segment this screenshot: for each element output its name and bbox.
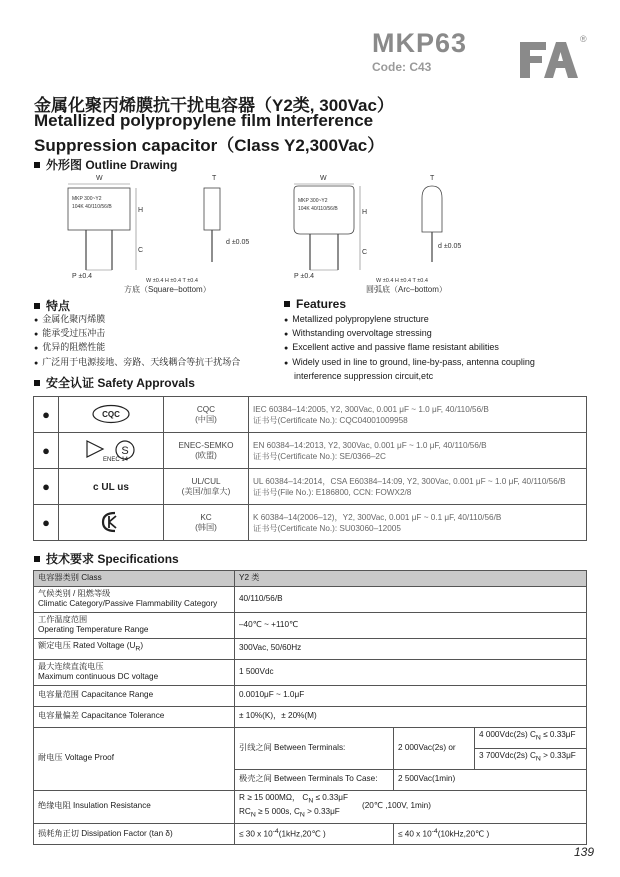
dim-w-arc: W (320, 175, 327, 182)
table-row: 气候类别 / 阻燃等级 Climatic Category/Passive Flammability Category 40/110/56/B (34, 586, 587, 612)
page-number: 139 (574, 845, 595, 859)
features-cn-heading: 特点 (34, 297, 70, 314)
registered-mark: ® (580, 34, 587, 44)
table-row (34, 469, 587, 505)
model-name: MKP63 (372, 28, 468, 58)
list-item: ● Metallized polypropylene structure (284, 313, 589, 327)
outline-drawing (58, 170, 462, 298)
row-bullet: ● (34, 433, 59, 469)
cqc-logo-text: CQC (102, 409, 120, 419)
row-bullet: ● (34, 397, 59, 433)
approval-name: CQC (中国) (164, 397, 249, 433)
body-print-arc-2: 104K 40/110/56/B (298, 206, 338, 212)
list-item: ● 广泛用于电源接地、旁路、天线耦合等抗干扰场合 (34, 356, 274, 370)
dim-t-arc: T (430, 175, 435, 182)
kc-logo (59, 505, 164, 541)
ul-logo-text: c UL us (93, 481, 129, 493)
body-print-arc-1: MKP 300~Y2 (298, 198, 328, 204)
table-row (34, 433, 587, 469)
table-row: 电容器类别 Class Y2 类 (34, 571, 587, 587)
title-english-line1: Metallized polypropylene film Interference (34, 111, 374, 130)
dim-p-arc: P ±0.4 (294, 273, 315, 280)
approvals-table (33, 396, 587, 541)
body-print-square-2: 104K 40/110/56/B (72, 204, 112, 210)
dim-c-square: C (138, 247, 144, 254)
dim-t-square: T (212, 175, 217, 182)
section-square-icon (34, 380, 40, 386)
dim-d-square: d ±0.05 (226, 239, 250, 246)
table-row: 损耗角正切 Dissipation Factor (tan δ) ≤ 30 x $10^{-4}(1kHz,20℃$ ) ≤ 40 x $10^{-4}(10kHz,20℃$ ) (34, 823, 587, 844)
table-row: 最大连续直流电压 Maximum continuous DC voltage 1 500Vdc (34, 659, 587, 685)
features-cn-list (34, 313, 274, 370)
title-chinese: 金属化聚丙烯膜抗干扰电容器（Y2类, 300Vac） (34, 96, 394, 115)
specs-table (33, 570, 587, 845)
table-row: 工作温度范围 Operating Temperature Range –40℃ ~ +110℃ (34, 612, 587, 638)
list-item: ● Excellent active and passive flame resistant abilities (284, 341, 589, 355)
ul-logo (59, 469, 164, 505)
approval-name: KC (韩国) (164, 505, 249, 541)
table-row: 耐电压 Voltage Proof 引线之间 Between Terminals: 2 000Vac(2s) or 4 000Vdc(2s) $C_N \le 0.33\mu F$ (34, 727, 587, 748)
section-square-icon (34, 556, 40, 562)
list-item: ● 金属化聚丙烯膜 (34, 313, 274, 327)
outline-heading: 外形图 Outline Drawing (34, 156, 177, 173)
list-item: interference suppression circuit,etc (294, 370, 434, 381)
table-row: 电容量偏差 Capacitance Tolerance ± 10%(K)，± 20%(M) (34, 706, 587, 727)
table-row: 极壳之间 Between Terminals To Case: 2 500Vac(1min) (34, 769, 587, 790)
section-square-icon (34, 162, 40, 168)
list-item: ● Widely used in line to ground, line-by-pass, antenna coupling (284, 356, 589, 370)
approval-name: UL/CUL (美国/加拿大) (164, 469, 249, 505)
approval-details: K 60384–14(2006–12)，Y2, 300Vac, 0.001 μF ~ 0.1 μF, 40/110/56/B 证书号(Certificate No.): SU03060–12005 (249, 505, 587, 541)
brand-logo (520, 30, 590, 80)
title-english-line2: Suppression capacitor（Class Y2,300Vac） (34, 136, 385, 155)
enec-logo-text: ENEC 14 (103, 456, 129, 463)
dim-p-square: P ±0.4 (72, 273, 93, 280)
table-row: 绝缘电阻 Insulation Resistance R ≥ 15 000MΩ， $C_N \le 0.33\mu F$ $RC_N \ge 5$ 000s, $C_N > 0.33\mu F$ (20℃ ,100V, 1min) (34, 790, 587, 823)
table-row: 额定电压 Rated Voltage $(U_R)$ 300Vac, 50/60Hz (34, 638, 587, 659)
section-square-icon (284, 301, 290, 307)
row-bullet: ● (34, 469, 59, 505)
list-item: ● 能承受过压冲击 (34, 327, 274, 341)
enec-semko-logo (59, 433, 164, 469)
body-print-square-1: MKP 300~Y2 (72, 196, 102, 202)
dim-h-square: H (138, 207, 144, 214)
specs-heading: 技术要求 Specifications (34, 550, 179, 567)
table-row: 电容量范围 Capacitance Range 0.0010μF ~ 1.0μF (34, 685, 587, 706)
dim-d-arc: d ±0.05 (438, 243, 462, 250)
svg-text:S: S (121, 444, 129, 457)
table-row (34, 397, 587, 433)
features-en-list (284, 313, 589, 384)
list-item: ● Withstanding overvoltage stressing (284, 327, 589, 341)
approvals-heading: 安全认证 Safety Approvals (34, 374, 195, 391)
caption-arc: 圆弧底（Arc–bottom） (366, 285, 447, 294)
caption-square: 方底（Square–bottom） (124, 285, 211, 294)
row-bullet: ● (34, 505, 59, 541)
dim-w-square: W (96, 175, 103, 182)
approval-details: UL 60384–14:2014，CSA E60384–14:09, Y2, 300Vac, 0.001 μF ~ 1.0 μF, 40/110/56/B 证书号(File No.): E186800, CCN: FOWX2/8 (249, 469, 587, 505)
features-en-heading: Features (284, 297, 346, 311)
cqc-logo (59, 397, 164, 433)
tolerance-arc: W ±0.4 H ±0.4 T ±0.4 (376, 278, 428, 284)
dim-c-arc: C (362, 249, 368, 256)
model-code: Code: C43 (372, 60, 432, 74)
approval-details: IEC 60384–14:2005, Y2, 300Vac, 0.001 μF ~ 1.0 μF, 40/110/56/B 证书号(Certificate No.): CQC04001009958 (249, 397, 587, 433)
dim-h-arc: H (362, 209, 368, 216)
table-row (34, 505, 587, 541)
tolerance-square: W ±0.4 H ±0.4 T ±0.4 (146, 278, 198, 284)
approval-name: ENEC-SEMKO (欧盟) (164, 433, 249, 469)
approval-details: EN 60384–14:2013, Y2, 300Vac, 0.001 μF ~ 1.0 μF, 40/110/56/B 证书号(Certificate No.): SE/0366–2C (249, 433, 587, 469)
table-row: 3 700Vdc(2s) $C_N > 0.33\mu F$ (34, 748, 587, 769)
list-item: ● 优异的阻燃性能 (34, 341, 274, 355)
section-square-icon (34, 303, 40, 309)
